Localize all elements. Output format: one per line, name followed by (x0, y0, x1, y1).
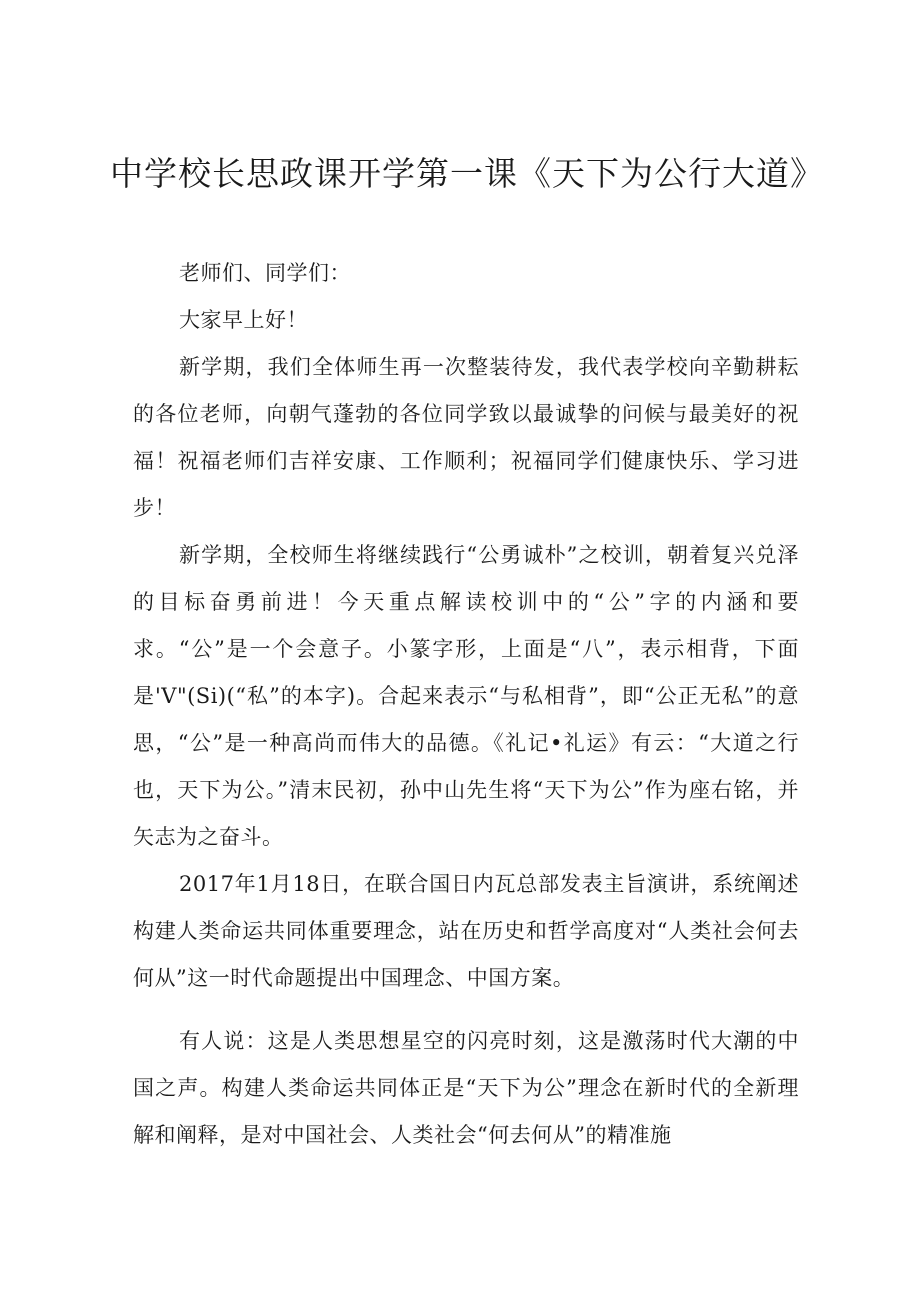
document-body (133, 250, 799, 1159)
paragraph-speech: 2017年1月18日，在联合国日内瓦总部发表主旨演讲，系统阐述构建人类命运共同体重要理念，站在历史和哲学高度对“人类社会何去何从”这一时代命题提出中国理念、中国方案。 (133, 872, 799, 990)
paragraph-new-semester: 新学期，我们全体师生再一次整装待发，我代表学校向辛勤耕耘的各位老师，向朝气蓬勃的各位同学致以最诚挚的问候与最美好的祝福！祝福老师们吉祥安康、工作顺利；祝福同学们健康快乐、学习进步！ (133, 355, 799, 520)
paragraph-school-motto: 新学期，全校师生将继续践行“公勇诚朴”之校训，朝着复兴兑泽的目标奋勇前进！今天重点解读校训中的“公”字的内涵和要求。“公”是一个会意子。小篆字形，上面是“八”，表示相背，下面是'V"(Si)(“私”的本字)。合起来表示“与私相背”，即“公正无私”的意思，“公”是一种高尚而伟大的品德。《礼记•礼运》有云：“大道之行也，天下为公。”清末民初，孙中山先生将“天下为公”作为座右铭，并矢志为之奋斗。 (133, 543, 799, 849)
document-title: 中学校长思政课开学第一课《天下为公行大道》 (110, 154, 824, 193)
paragraph-greeting: 老师们、同学们： (179, 261, 351, 285)
paragraph-good-morning: 大家早上好！ (179, 308, 308, 332)
paragraph-commentary: 有人说：这是人类思想星空的闪亮时刻，这是激荡时代大潮的中国之声。构建人类命运共同体正是“天下为公”理念在新时代的全新理解和阐释，是对中国社会、人类社会“何去何从”的精准施 (133, 1029, 799, 1147)
